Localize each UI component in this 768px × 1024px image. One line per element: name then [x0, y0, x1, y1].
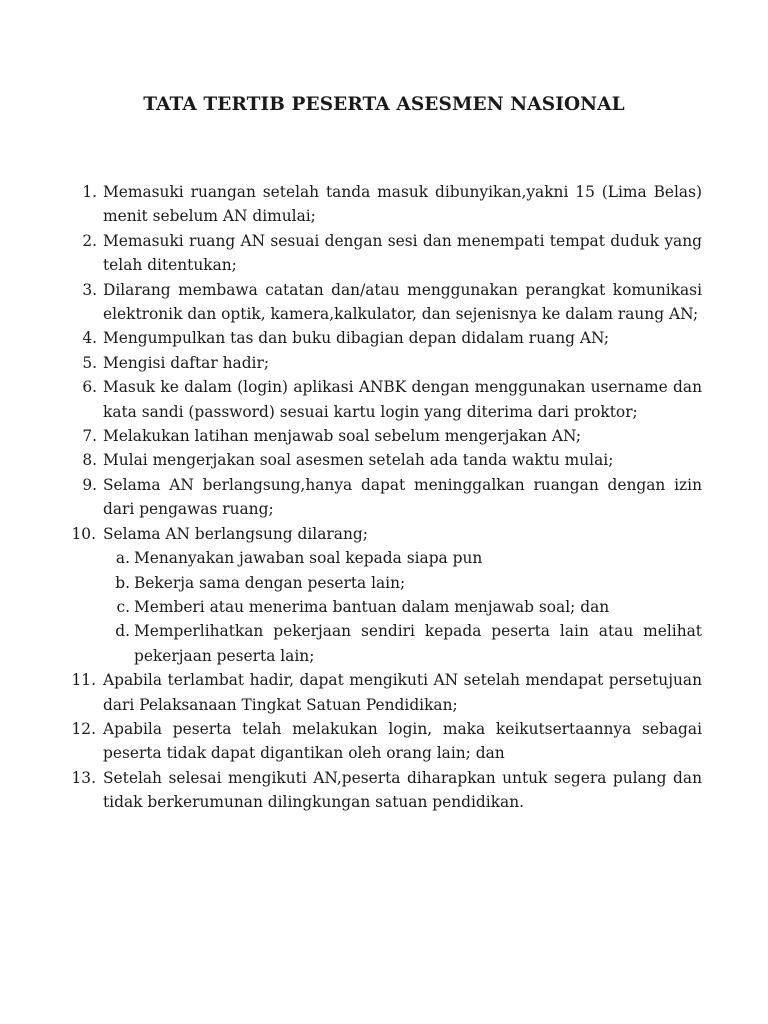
item-number: 4.	[82, 329, 97, 348]
sub-item-text: Memperlihatkan pekerjaan sendiri kepada peserta lain atau melihat pekerjaan peserta lain;	[134, 622, 702, 665]
item-number: 6.	[82, 378, 97, 397]
sub-item-text: Memberi atau menerima bantuan dalam menjawab soal; dan	[134, 597, 610, 616]
list-item-12	[71, 717, 702, 766]
item-text: Memasuki ruangan setelah tanda masuk dibunyikan,yakni 15 (Lima Belas) menit sebelum AN dimulai;	[103, 183, 702, 226]
page-title: TATA TERTIB PESERTA ASESMEN NASIONAL	[143, 94, 625, 115]
sub-item-d	[115, 619, 702, 668]
list-item-11	[71, 668, 702, 717]
item-number: 12.	[71, 719, 96, 738]
item-text: Mengisi daftar hadir;	[103, 353, 270, 372]
list-item-13	[71, 766, 702, 815]
sub-item-b	[115, 571, 702, 595]
list-item-3	[82, 278, 702, 327]
item-text: Masuk ke dalam (login) aplikasi ANBK dengan menggunakan username dan kata sandi (password) sesuai kartu login yang diterima dari proktor;	[103, 378, 702, 421]
list-item-1	[82, 180, 702, 229]
item-number: 1.	[82, 183, 97, 201]
item-text: Melakukan latihan menjawab soal sebelum mengerjakan AN;	[103, 427, 582, 446]
sub-item-a	[115, 546, 702, 570]
item-number: 2.	[82, 231, 97, 250]
list-item-10	[71, 522, 702, 546]
item-text: Setelah selesai mengikuti AN,peserta diharapkan untuk segera pulang dan tidak berkerumunan dilingkungan satuan pendidikan.	[103, 768, 702, 812]
item-text: Selama AN berlangsung dilarang;	[103, 524, 368, 543]
sub-item-letter: d.	[115, 622, 130, 641]
sub-item-letter: a.	[115, 549, 130, 568]
list-item-7	[82, 424, 702, 448]
list-item-4	[82, 326, 702, 350]
list-item-9	[82, 473, 702, 522]
item-number: 10.	[71, 524, 96, 543]
sub-item-text: Bekerja sama dengan peserta lain;	[134, 573, 406, 592]
item-number: 7.	[82, 427, 97, 446]
item-text: Apabila terlambat hadir, dapat mengikuti AN setelah mendapat persetujuan dari Pelaksanaan Tingkat Satuan Pendidikan;	[103, 671, 702, 714]
list-item-2	[82, 229, 702, 278]
list-item-5	[82, 351, 702, 375]
sub-item-letter: c.	[116, 597, 130, 616]
sub-item-c	[116, 595, 702, 619]
item-number: 11.	[71, 671, 96, 690]
list-item-8	[82, 448, 702, 472]
item-text: Selama AN berlangsung,hanya dapat meninggalkan ruangan dengan izin dari pengawas ruang;	[103, 475, 702, 519]
item-number: 5.	[82, 353, 97, 372]
list-item-6	[82, 375, 702, 424]
item-number: 8.	[82, 451, 97, 470]
sub-item-text: Menanyakan jawaban soal kepada siapa pun	[134, 549, 483, 568]
item-number: 3.	[82, 280, 97, 299]
item-text: Mengumpulkan tas dan buku dibagian depan didalam ruang AN;	[103, 329, 610, 348]
rules-list	[0, 180, 768, 815]
item-number: 9.	[82, 475, 97, 494]
item-text: Apabila peserta telah melakukan login, maka keikutsertaannya sebagai peserta tidak dapat digantikan oleh orang lain; dan	[103, 719, 702, 763]
sub-item-letter: b.	[115, 573, 130, 592]
item-number: 13.	[71, 768, 96, 787]
item-text: Memasuki ruang AN sesuai dengan sesi dan menempati tempat duduk yang telah ditentukan;	[103, 231, 702, 275]
item-text: Mulai mengerjakan soal asesmen setelah ada tanda waktu mulai;	[103, 451, 614, 470]
item-text: Dilarang membawa catatan dan/atau menggunakan perangkat komunikasi elektronik dan optik, kamera,kalkulator, dan sejenisnya ke dalam raung AN;	[103, 280, 702, 324]
